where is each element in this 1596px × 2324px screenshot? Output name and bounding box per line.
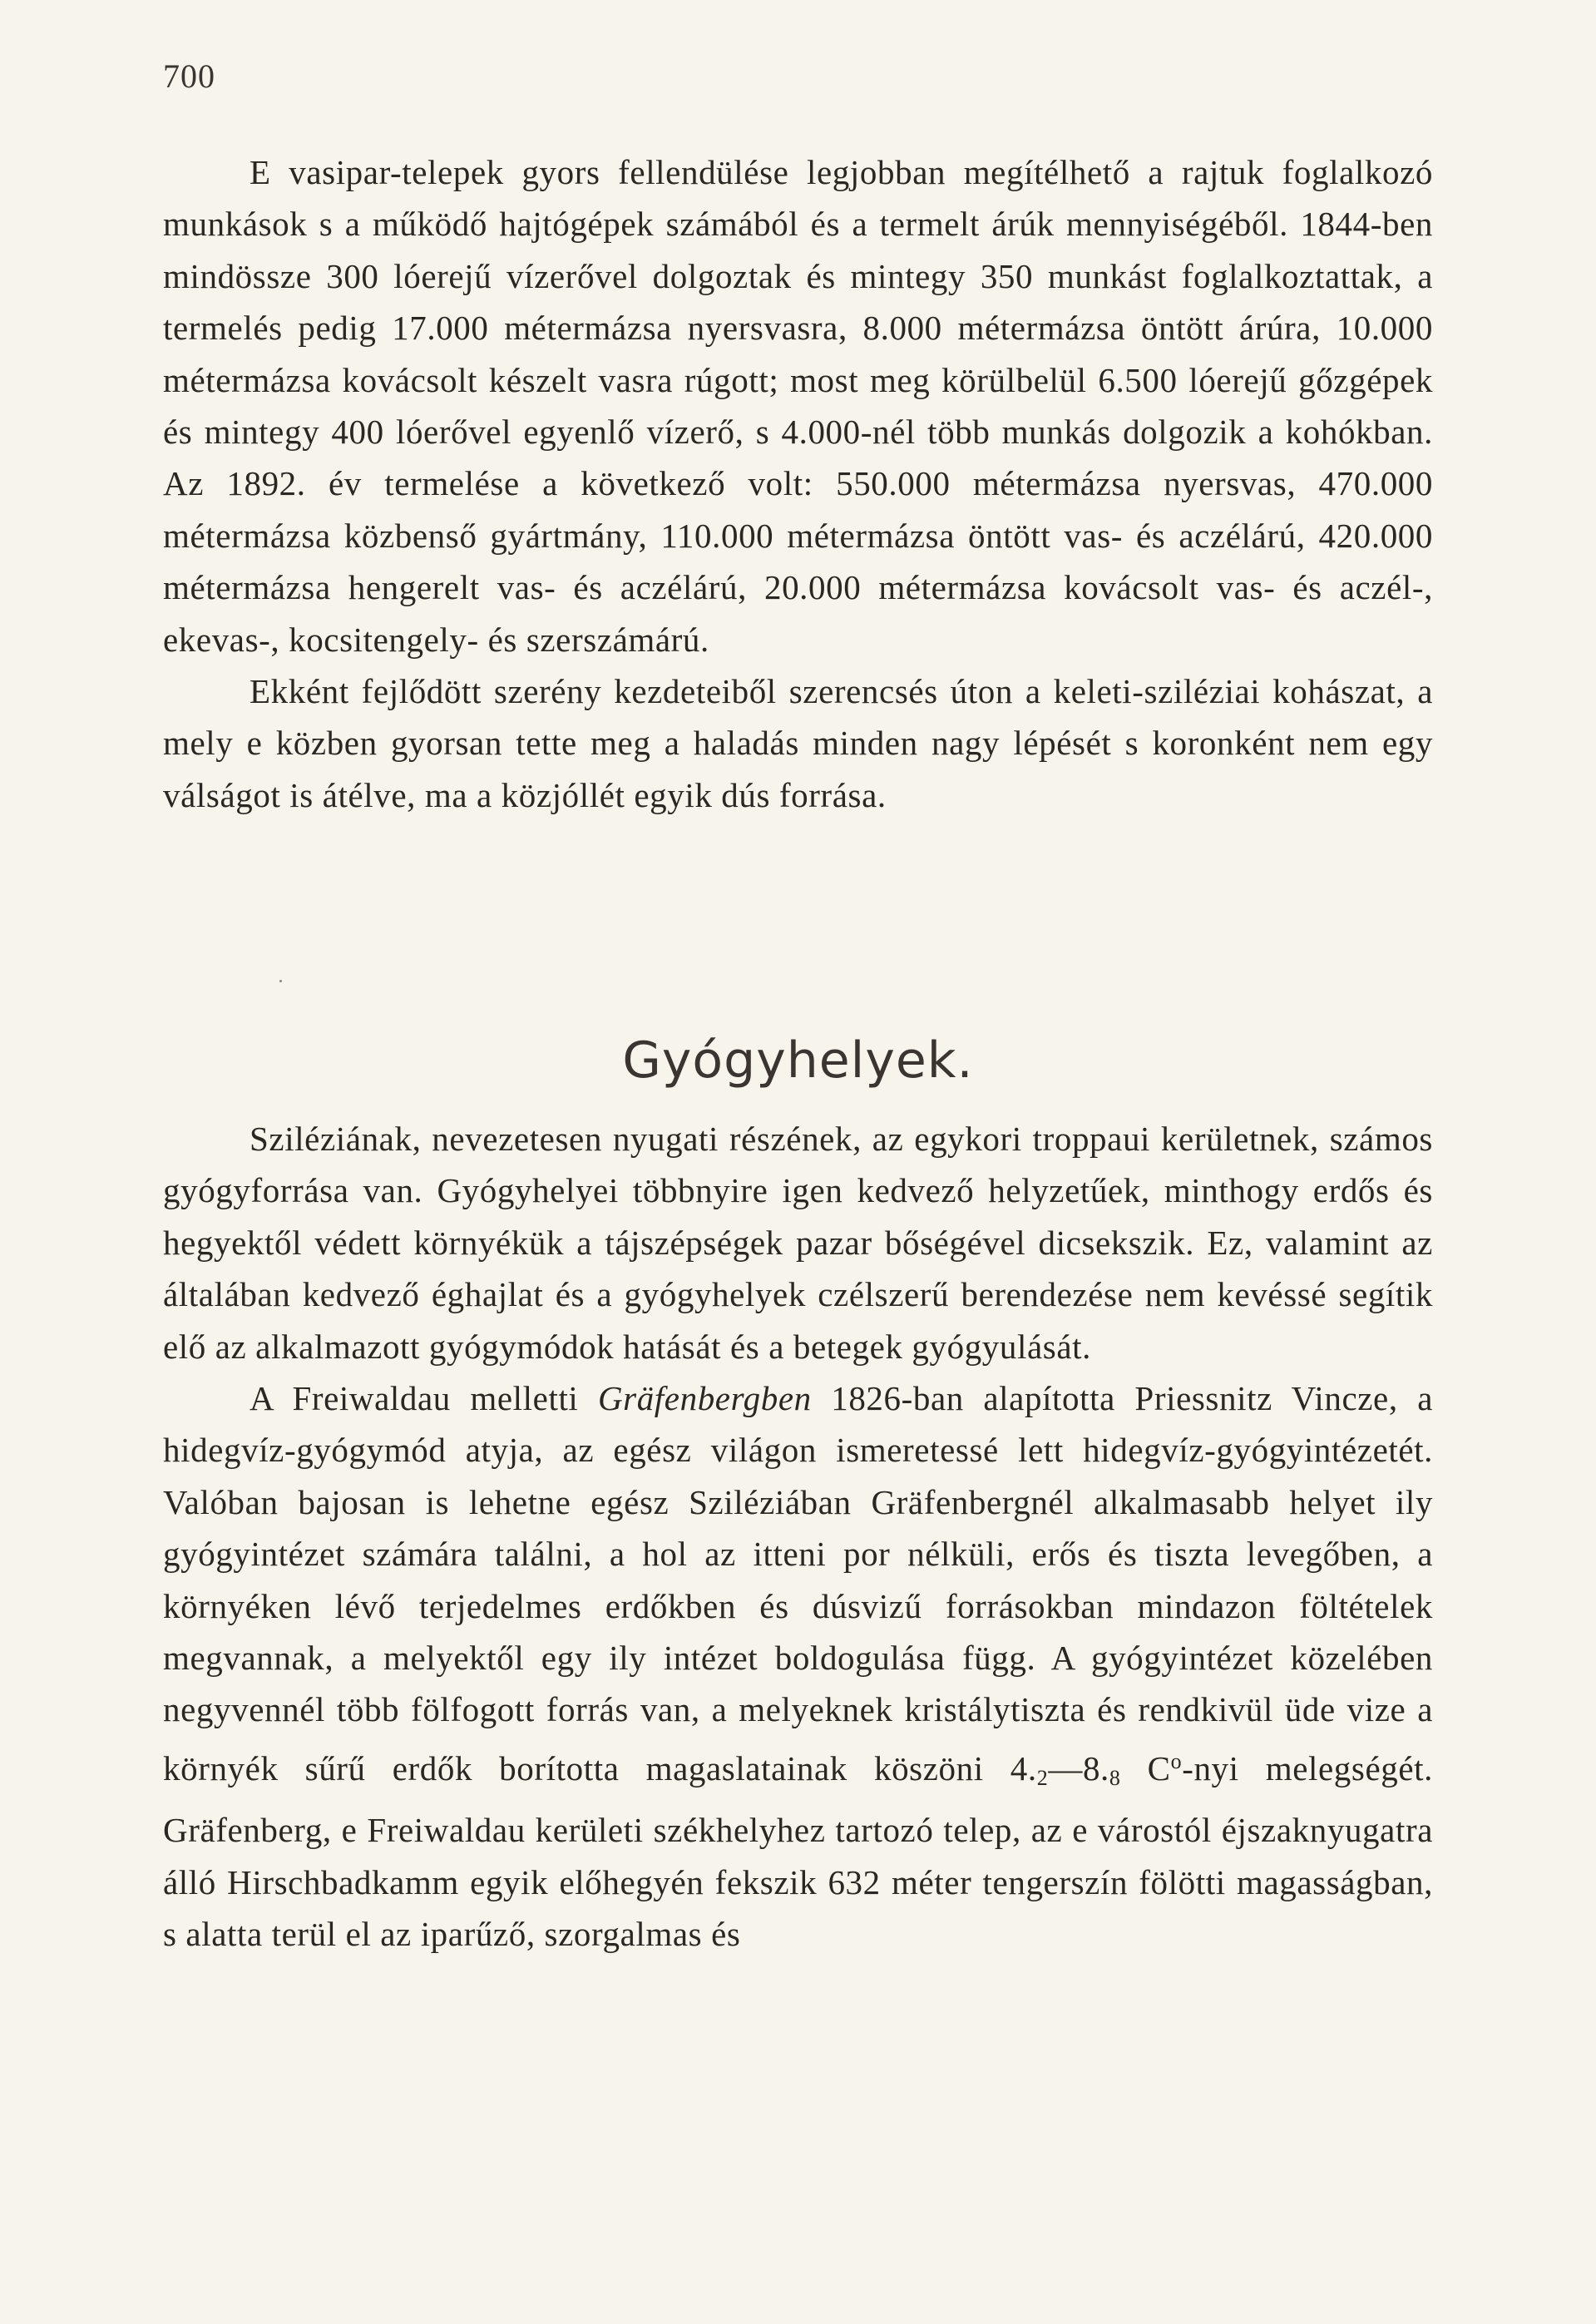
paragraph-spas-intro: Sziléziának, nevezetesen nyugati részének, az egykori troppaui kerületnek, számos gyógyforrása van. Gyógyhelyei többnyire igen kedvező helyzetűek, minthogy erdős és hegyektől védett környékük a tájszépségek pazar bőségével dicsekszik. Ez, valamint az általában kedvező éghajlat és a gyógyhelyek czélszerű berendezése nem kevéssé segítik elő az alkalmazott gyógymódok hatását és a betegek gyógyulását. [163,1120,1433,1366]
paragraph-grafenberg [163,1372,1433,1960]
ink-speck [279,980,282,982]
grafenberg-text-start: A Freiwaldau melletti [250,1379,598,1418]
temperature-range-dash: —8. [1048,1748,1109,1788]
temperature-high-decimal: 8 [1109,1765,1121,1790]
paragraph-iron-works-growth: E vasipar-telepek gyors fellendülése legjobban megítélhető a rajtuk foglalkozó munkások s a működő hajtógépek számából és a termelt árúk mennyiségéből. 1844-ben mindössze 300 lóerejű vízerővel dolgoztak és mintegy 350 munkást foglalkoztattak, a termelés pedig 17.000 métermázsa nyersvasra, 8.000 métermázsa öntött árúra, 10.000 métermázsa kovácsolt készelt vasra rúgott; most meg körülbelül 6.500 lóerejű gőzgépek és mintegy 400 lóerővel egyenlő vízerő, s 4.000-nél több munkás dolgozik a kohókban. Az 1892. év termelése a következő volt: 550.000 métermázsa nyersvas, 470.000 métermázsa közbenső gyártmány, 110.000 métermázsa öntött vas- és aczélárú, 420.000 métermázsa hengerelt vas- és aczélárú, 20.000 métermázsa kovácsolt vas- és aczél-, ekevas-, kocsitengely- és szerszámárú. [163,153,1433,659]
text-section-spas [163,1113,1433,1961]
grafenberg-italic-suffix: ben [760,1379,812,1418]
page-number: 700 [163,57,215,95]
paragraph-metallurgy-summary: Ekként fejlődött szerény kezdeteiből szerencsés úton a keleti-sziléziai kohászat, a mely e közben gyorsan tette meg a haladás minden nagy lépését s koronként nem egy válságot is átélve, ma a közjóllét egyik dús forrása. [163,672,1433,814]
grafenberg-text-end: -nyi melegségét. Gräfenberg, e Freiwaldau kerületi székhelyhez tartozó telep, az e várostól éjszaknyugatra álló Hirschbadkamm egyik előhegyén fekszik 632 méter tengerszín fölötti magasságban, s alatta terül el az iparűző, szorgalmas és [163,1748,1433,1954]
grafenberg-text-middle: 1826-ban alapította Priessnitz Vincze, a hidegvíz-gyógymód atyja, az egész világon ismeretessé lett hidegvíz-gyógyintézetét. Valóban bajosan is lehetne egész Sziléziában Gräfenbergnél alkalmasabb helyet ily gyógyintézet számára találni, a hol az itteni por nélküli, erős és tiszta levegőben, a környéken lévő terjedelmes erdőkben és dúsvizű forrásokban mindazon föltételek megvannak, a melyektől egy ily intézet boldogulása függ. A gyógyintézet közelében negyvennél több fölfogott forrás van, a melyeknek kristálytiszta és rendkivül üde vize a környék sűrű erdők borította magaslatainak köszöni 4. [163,1379,1433,1788]
text-section-iron-industry [163,146,1433,821]
temperature-low-decimal: 2 [1036,1765,1049,1790]
temperature-unit: C [1120,1748,1171,1788]
grafenberg-italic-name: Gräfenberg [597,1379,761,1418]
section-heading: Gyógyhelyek. [622,1031,974,1090]
degree-mark: o [1170,1748,1183,1773]
